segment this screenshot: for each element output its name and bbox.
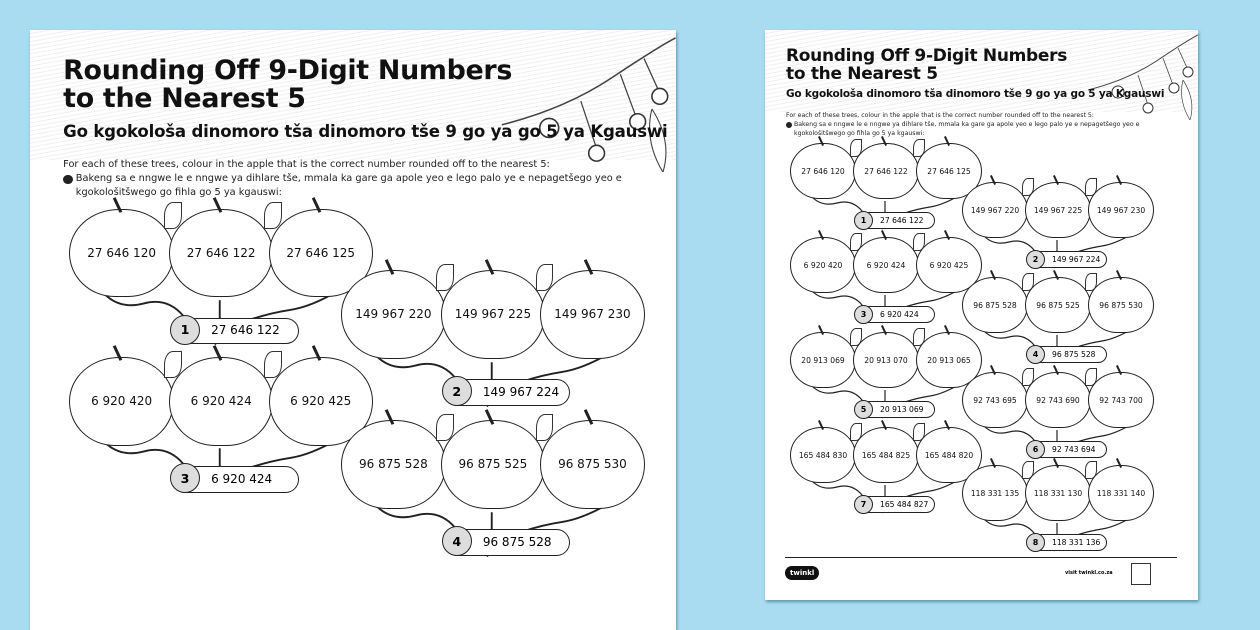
question-value: 6 920 424 xyxy=(880,310,919,319)
apple-branch-illustration xyxy=(1078,30,1198,120)
apple-tree xyxy=(954,364,1154,460)
question-number: 1 xyxy=(170,315,200,345)
apple-option[interactable] xyxy=(853,143,919,199)
apple-tree xyxy=(57,344,373,496)
question-value: 96 875 528 xyxy=(1052,350,1096,359)
apple-number: 6 920 425 xyxy=(929,260,969,270)
apple-number: 149 967 230 xyxy=(554,307,631,322)
question-value: 149 967 224 xyxy=(482,384,560,399)
apple-branch-illustration xyxy=(486,30,676,172)
instructions xyxy=(786,111,1186,138)
apple-number: 96 875 528 xyxy=(973,300,1017,310)
apple-option[interactable] xyxy=(540,420,644,508)
apple-option[interactable] xyxy=(790,332,856,388)
apple-number: 27 646 120 xyxy=(87,245,156,260)
page-title xyxy=(786,47,1067,83)
apple-number: 92 743 695 xyxy=(973,395,1017,405)
apple-number: 27 646 122 xyxy=(864,166,908,176)
apple-number: 149 967 225 xyxy=(1033,205,1083,215)
apple-number: 96 875 530 xyxy=(558,457,627,472)
apple-number: 92 743 700 xyxy=(1099,395,1143,405)
apple-number: 27 646 122 xyxy=(186,245,256,260)
apple-option[interactable] xyxy=(1025,465,1091,521)
apple-option[interactable] xyxy=(540,270,644,358)
apple-number: 96 875 525 xyxy=(458,457,528,472)
apple-number: 149 967 230 xyxy=(1096,205,1146,215)
apple-tree xyxy=(782,229,982,325)
instruction-sepedi: Bakeng sa e nngwe le e nngwe ya dihlare tše, mmala ka gare ga apole yeo e lego palo ye e nepagetšego yeo e kgokološitšwego go fihla go 5 ya kgauswi: xyxy=(794,121,1140,137)
apple-tree xyxy=(954,269,1154,365)
apple-number: 92 743 690 xyxy=(1036,395,1080,405)
instruction-english: For each of these trees, colour in the apple that is the correct number rounded off to the nearest 5: xyxy=(63,158,550,170)
question-number: 2 xyxy=(1026,250,1045,269)
question-value: 20 913 069 xyxy=(880,405,924,414)
question-number: 4 xyxy=(1026,345,1045,364)
apple-option[interactable] xyxy=(790,427,856,483)
apple-option[interactable] xyxy=(853,427,919,483)
question-number: 4 xyxy=(442,526,472,556)
apple-option[interactable] xyxy=(441,270,545,358)
apple-number: 118 331 140 xyxy=(1096,488,1146,498)
title-line: to the Nearest 5 xyxy=(63,83,306,115)
apple-number: 6 920 424 xyxy=(190,394,252,409)
question-label xyxy=(172,466,298,493)
worksheet-preview-full xyxy=(765,30,1198,600)
question-value: 27 646 122 xyxy=(211,323,280,338)
question-value: 165 484 827 xyxy=(880,500,929,509)
apple-number: 165 484 830 xyxy=(798,450,848,460)
apple-tree xyxy=(782,135,982,231)
apple-number: 6 920 420 xyxy=(91,394,153,409)
apple-number: 149 967 220 xyxy=(970,205,1020,215)
apple-tree xyxy=(329,258,645,410)
apple-option[interactable] xyxy=(169,209,273,297)
apple-option[interactable] xyxy=(69,209,173,297)
apple-number: 118 331 130 xyxy=(1033,488,1083,498)
question-label xyxy=(172,318,298,345)
apple-tree xyxy=(782,324,982,420)
question-label xyxy=(444,529,570,556)
language-icon xyxy=(63,175,72,184)
question-label xyxy=(1027,251,1107,268)
question-number: 3 xyxy=(170,463,200,493)
question-number: 5 xyxy=(854,400,873,419)
question-number: 8 xyxy=(1026,533,1045,552)
apple-tree xyxy=(329,408,645,560)
question-label xyxy=(444,379,570,406)
language-icon xyxy=(786,122,792,128)
instructions xyxy=(63,158,695,201)
apple-tree xyxy=(954,457,1154,553)
worksheet-content xyxy=(765,30,1198,600)
title-line: Rounding Off 9-Digit Numbers xyxy=(786,46,1068,66)
question-value: 6 920 424 xyxy=(211,471,273,486)
apple-number: 149 967 220 xyxy=(355,307,432,322)
question-label xyxy=(1027,441,1107,458)
question-value: 92 743 694 xyxy=(1052,445,1096,454)
title-line: to the Nearest 5 xyxy=(786,64,938,84)
apple-number: 20 913 065 xyxy=(927,355,971,365)
instruction-english: For each of these trees, colour in the apple that is the correct number rounded off to the nearest 5: xyxy=(786,112,1094,119)
apple-number: 6 920 420 xyxy=(803,260,843,270)
question-value: 149 967 224 xyxy=(1052,255,1101,264)
twinkl-logo: twinkl xyxy=(785,566,819,580)
question-label xyxy=(855,306,935,323)
worksheet-preview-large xyxy=(30,30,676,630)
apple-option[interactable] xyxy=(1088,465,1154,521)
apple-option[interactable] xyxy=(790,143,856,199)
apple-number: 96 875 530 xyxy=(1099,300,1143,310)
apple-number: 6 920 424 xyxy=(866,260,906,270)
apple-option[interactable] xyxy=(169,357,273,445)
apple-option[interactable] xyxy=(1088,372,1154,428)
apple-tree xyxy=(57,196,373,348)
apple-number: 149 967 225 xyxy=(454,307,532,322)
footer-divider xyxy=(785,557,1177,558)
apple-number: 6 920 425 xyxy=(290,394,352,409)
question-number: 2 xyxy=(442,376,472,406)
apple-option[interactable] xyxy=(441,420,545,508)
apple-number: 27 646 125 xyxy=(927,166,971,176)
worksheet-content xyxy=(30,30,676,630)
title-line: Rounding Off 9-Digit Numbers xyxy=(63,54,513,86)
page-title xyxy=(63,54,513,115)
apple-number: 118 331 135 xyxy=(970,488,1020,498)
apple-option[interactable] xyxy=(1025,182,1091,238)
apple-option[interactable] xyxy=(853,332,919,388)
question-label xyxy=(855,496,935,513)
apple-number: 27 646 120 xyxy=(801,166,845,176)
question-value: 118 331 136 xyxy=(1052,538,1101,547)
apple-tree xyxy=(782,419,982,515)
quality-badge-icon xyxy=(1131,563,1151,585)
apple-option[interactable] xyxy=(962,465,1028,521)
question-number: 6 xyxy=(1026,440,1045,459)
apple-number: 20 913 069 xyxy=(801,355,845,365)
apple-number: 96 875 528 xyxy=(359,457,428,472)
question-label xyxy=(1027,534,1107,551)
question-value: 27 646 122 xyxy=(880,216,924,225)
apple-option[interactable] xyxy=(790,237,856,293)
question-number: 3 xyxy=(854,305,873,324)
question-number: 1 xyxy=(854,211,873,230)
apple-option[interactable] xyxy=(341,420,445,508)
apple-number: 96 875 525 xyxy=(1036,300,1080,310)
question-number: 7 xyxy=(854,495,873,514)
question-label xyxy=(855,401,935,418)
apple-option[interactable] xyxy=(1088,182,1154,238)
apple-option[interactable] xyxy=(1025,277,1091,333)
question-label xyxy=(1027,346,1107,363)
apple-number: 165 484 820 xyxy=(924,450,974,460)
page-subtitle: Go kgokološa dinomoro tša dinomoro tše 9 go ya go 5 ya Kgauswi xyxy=(63,121,668,141)
apple-option[interactable] xyxy=(853,237,919,293)
apple-number: 20 913 070 xyxy=(864,355,908,365)
question-label xyxy=(855,212,935,229)
apple-number: 165 484 825 xyxy=(861,450,911,460)
instruction-sepedi: Bakeng sa e nngwe le e nngwe ya dihlare tše, mmala ka gare ga apole yeo e lego palo ye e nepagetšego yeo e kgokološitšwego go fihla go 5 ya kgauswi: xyxy=(75,173,622,199)
question-value: 96 875 528 xyxy=(482,535,552,549)
apple-option[interactable] xyxy=(1025,372,1091,428)
apple-tree xyxy=(954,174,1154,270)
apple-option[interactable] xyxy=(69,357,173,445)
page-subtitle: Go kgokološa dinomoro tša dinomoro tše 9 go ya go 5 ya Kgauswi xyxy=(786,88,1165,100)
apple-number: 27 646 125 xyxy=(286,245,356,260)
website-link[interactable]: visit twinkl.co.za xyxy=(1065,570,1113,576)
apple-option[interactable] xyxy=(1088,277,1154,333)
